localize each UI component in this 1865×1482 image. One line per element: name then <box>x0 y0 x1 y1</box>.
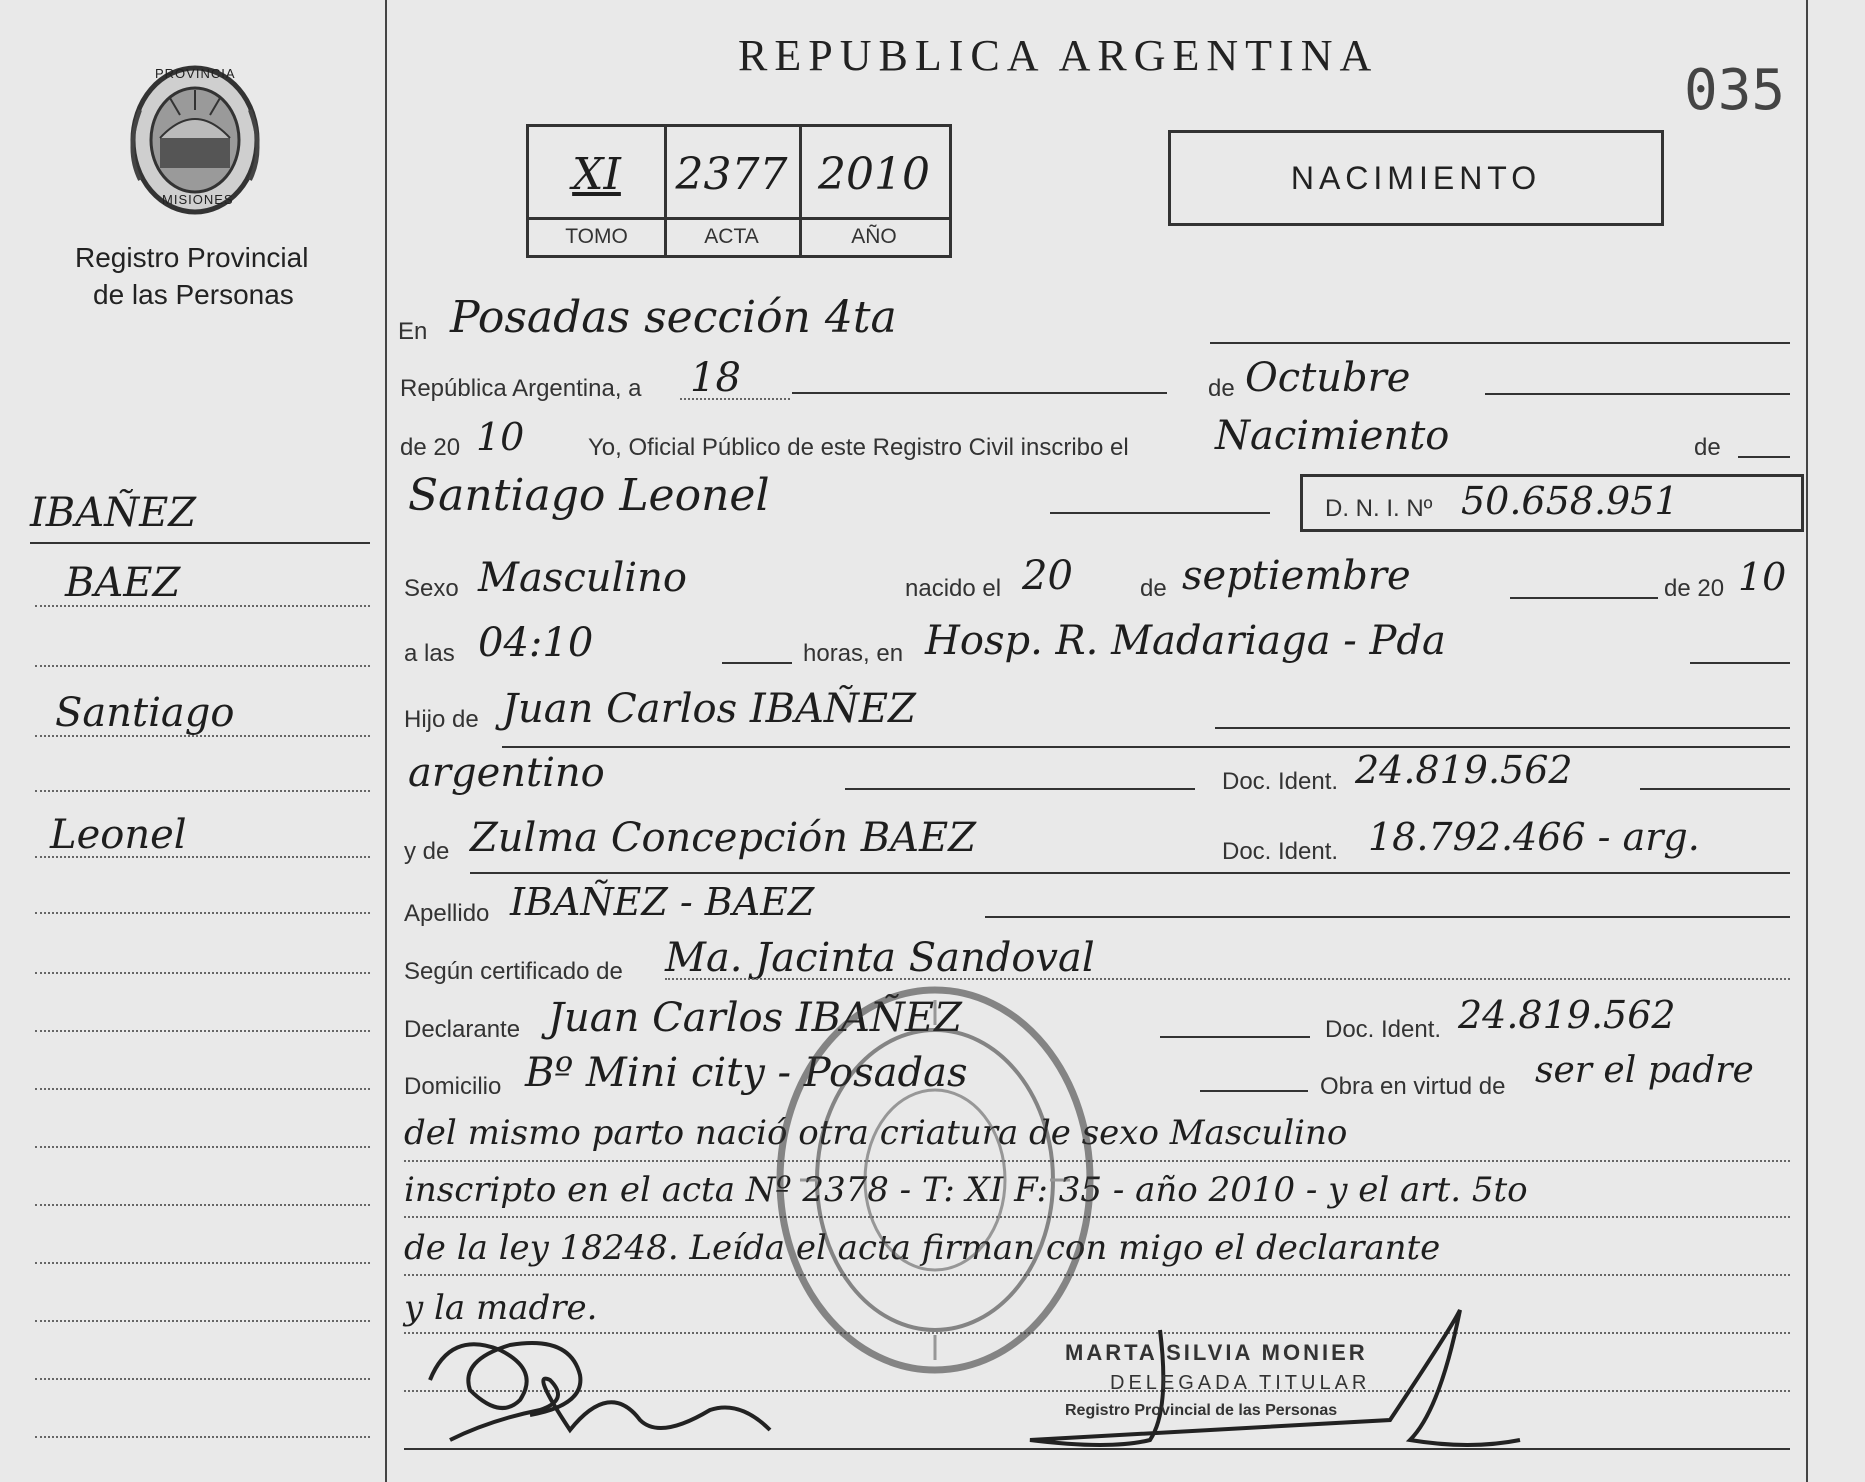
child-name: Santiago Leonel <box>408 470 770 521</box>
declarante-value: Juan Carlos IBAÑEZ <box>548 995 962 1041</box>
acta-label: ACTA <box>704 225 759 248</box>
domicilio-label: Domicilio <box>404 1073 502 1100</box>
year-value: 10 <box>476 415 525 459</box>
month-de-label: de <box>1208 375 1235 402</box>
apellido-value: IBAÑEZ - BAEZ <box>510 880 815 924</box>
seal-bottom-text: MISIONES <box>162 192 234 207</box>
left-name-2: Leonel <box>50 812 187 858</box>
horas-label: horas, en <box>803 640 904 667</box>
segun-label: Según certificado de <box>404 958 623 985</box>
yde-label: y de <box>404 838 450 865</box>
mother-doc: 18.792.466 - arg. <box>1368 815 1700 859</box>
month-value: Octubre <box>1245 355 1411 401</box>
birth-month: septiembre <box>1182 553 1411 599</box>
hijo-label: Hijo de <box>404 706 479 733</box>
declarante-doc-label: Doc. Ident. <box>1325 1016 1442 1043</box>
official-text: Yo, Oficial Público de este Registro Civil inscribo el <box>588 434 1129 461</box>
nacido-label: nacido el <box>905 575 1002 602</box>
misiones-seal <box>120 60 270 225</box>
official-name: MARTA SILVIA MONIER <box>1065 1340 1368 1365</box>
obra-label: Obra en virtud de <box>1320 1073 1506 1100</box>
tomo-label: TOMO <box>565 225 628 248</box>
birth-de-label: de <box>1140 575 1167 602</box>
certificate-issuer: Ma. Jacinta Sandoval <box>665 935 1095 981</box>
sexo-value: Masculino <box>478 555 687 601</box>
anio-value: 2010 <box>818 149 930 200</box>
official-registry: Registro Provincial de las Personas <box>1065 1402 1338 1419</box>
birth-year-prefix: de 20 <box>1664 575 1725 602</box>
birth-place: Hosp. R. Madariaga - Pda <box>925 618 1446 664</box>
dni-label: D. N. I. Nº <box>1325 495 1433 522</box>
alas-label: a las <box>404 640 455 667</box>
day-value: 18 <box>690 355 741 401</box>
folio-number: 035 <box>1684 58 1786 123</box>
en-value: Posadas sección 4ta <box>450 292 897 343</box>
seal-top-text: PROVINCIA <box>155 66 236 81</box>
signature-declarant <box>410 1320 790 1465</box>
dni-box <box>1300 474 1804 532</box>
reference-box <box>526 124 952 258</box>
father-name: Juan Carlos IBAÑEZ <box>502 686 916 732</box>
note-line-4: y la madre. <box>404 1288 598 1328</box>
right-border <box>1806 0 1808 1482</box>
acta-value: 2377 <box>675 149 788 200</box>
registry-name-line1: Registro Provincial <box>75 242 309 273</box>
declarante-label: Declarante <box>404 1016 521 1043</box>
record-type-box <box>1168 130 1664 226</box>
note-line-2: inscripto en el acta Nº 2378 - T: XI F: 35 - año 2010 - y el art. 5to <box>404 1170 1528 1210</box>
birth-time: 04:10 <box>478 620 594 666</box>
act-value: Nacimiento <box>1215 413 1450 459</box>
birth-year: 10 <box>1738 555 1787 599</box>
year-prefix: de 20 <box>400 434 461 461</box>
en-label: En <box>398 318 428 345</box>
birth-day: 20 <box>1022 553 1073 599</box>
republica-label: República Argentina, a <box>400 375 642 402</box>
father-doc-label: Doc. Ident. <box>1222 768 1339 795</box>
sexo-label: Sexo <box>404 575 459 602</box>
mother-name: Zulma Concepción BAEZ <box>470 815 976 861</box>
mother-doc-label: Doc. Ident. <box>1222 838 1339 865</box>
apellido-label: Apellido <box>404 900 490 927</box>
record-type: NACIMIENTO <box>1290 160 1542 196</box>
official-title: DELEGADA TITULAR <box>1110 1372 1371 1394</box>
left-column-divider <box>385 0 387 1482</box>
note-line-1: del mismo parto nació otra criatura de sexo Masculino <box>404 1113 1348 1153</box>
page-title: REPUBLICA ARGENTINA <box>738 31 1379 80</box>
anio-label: AÑO <box>851 225 897 248</box>
declarante-doc: 24.819.562 <box>1458 993 1676 1037</box>
dni-value: 50.658.951 <box>1461 479 1679 523</box>
act-de-label: de <box>1694 434 1721 461</box>
domicilio-value: Bº Mini city - Posadas <box>525 1050 968 1096</box>
father-nationality: argentino <box>408 750 605 796</box>
left-surname-1: IBAÑEZ <box>30 490 197 536</box>
tomo-value: XI <box>572 149 621 200</box>
left-surname-2: BAEZ <box>65 560 181 606</box>
obra-value: ser el padre <box>1535 1050 1754 1091</box>
left-name-1: Santiago <box>55 690 235 736</box>
registry-name-line2: de las Personas <box>93 279 294 310</box>
note-line-3: de la ley 18248. Leída el acta firman con migo el declarante <box>404 1228 1441 1268</box>
father-doc: 24.819.562 <box>1355 748 1573 792</box>
